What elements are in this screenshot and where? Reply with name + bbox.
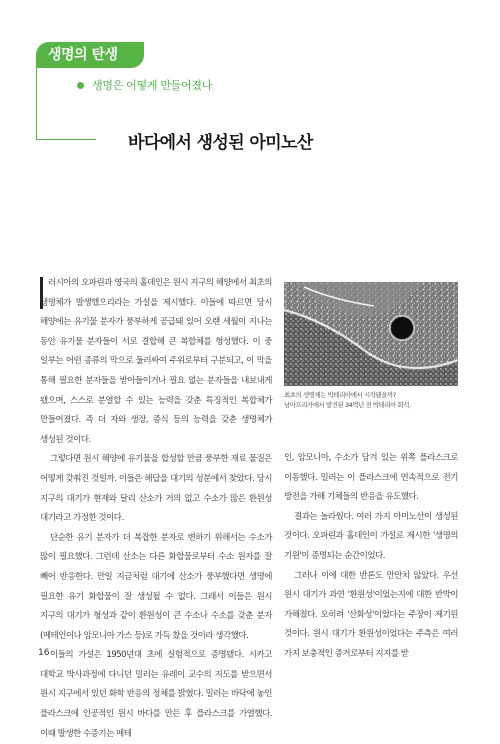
section-label: 생명의 탄생 [48, 47, 118, 63]
body-column-left [40, 274, 272, 744]
page-title: 바다에서 생성된 아미노산 [128, 133, 313, 153]
paragraph [40, 274, 272, 450]
paragraph: 단순한 유기 분자가 더 복잡한 분자로 변하기 위해서는 수소가 많이 필요했다. 그런데 산소는 다른 화합물로부터 수소 원자를 잘 빼어 반응한다. 만일 지금처럼 대기에 산소가 풍부했다면 생명에 필요한 유기 화합물이 잘 생성될 수 없다. 그래서 이들은 원시 지구의 대기가 형성과 같이 환원성이 큰 수소나 수소를 갖춘 분자(메테인이나 암모니아 가스 등)로 가득 찼을 것이라 생각했다. [40, 532, 272, 641]
fossil-image [284, 282, 458, 386]
paragraph: 인, 암모니아, 수소가 담겨 있는 위쪽 플라스크로 이동했다. 밀러는 이 플라스크에 연속적으로 전기 방전을 가해 기체들의 반응을 유도했다. [284, 453, 458, 503]
photo-caption [284, 390, 464, 410]
paragraph-text: 러시아의 오파린과 영국의 홀데인은 원시 지구의 해양에서 최초의 생명체가 발생했으리라는 가설을 제시했다. 이들에 따르면 당시 해양에는 유기물 분자가 풍부하게 공급돼 있어 오랜 세월이 지나는 동안 유기물 분자들이 서로 결합해 큰 복합체를 형성했다. 이 중 일부는 어떤 종류의 막으로 둘러싸여 주위로부터 구분되고, 이 막을 통해 필요한 분자들을 받아들이거나 필요 없는 분자들을 내보내게 됐으며, 스스로 분열할 수 있는 능력을 갖춘 특징적인 복합체가 만들어졌다. 즉 더 자와 생장, 증식 등의 능력을 갖춘 생명체가 생성된 것이다. [40, 278, 272, 445]
green-dot-icon [77, 82, 84, 89]
body-column-right [284, 449, 458, 665]
page-number: 16 [38, 648, 50, 658]
bacteria-fossil-photo [284, 282, 458, 386]
chapter-subtitle: 생명은 어떻게 만들어졌나 [92, 79, 212, 92]
banner-connector-line [36, 68, 96, 140]
paragraph: 그렇다면 원시 해양에 유기물을 합성할 만큼 풍부한 재료 물질은 어떻게 갖춰진 것일까. 이들은 해답을 대기의 성분에서 찾았다. 당시 지구의 대기가 현재와 달리 산소가 거의 없고 수소가 많은 환원성 대기라고 가정한 것이다. [40, 454, 272, 524]
paragraph: 결과는 놀라웠다. 여러 가지 아미노산이 생성된 것이다. 오파린과 홀데인이 가설로 제시한 '생명의 기원'이 증명되는 순간이었다. [284, 511, 458, 561]
paragraph: 그러나 이에 대한 반론도 만만치 않았다. 우선 원시 대기가 과연 '환원성'이었는지에 대한 반박이 가해졌다. 오히려 '산화성'이었다는 주장이 제기된 것이다. 원시 대기가 환원성이었다는 주측은 여러 가지 보충적인 증거로부터 지지를 받 [284, 570, 458, 659]
caption-line: 최초의 생명체는 박테리아에서 시작됐을까? [284, 391, 396, 399]
section-banner [36, 42, 144, 68]
caption-line: 남아프리카에서 발견된 34억년 전 박테리아 화석. [284, 401, 411, 409]
paragraph: 이들의 가설은 1950년대 초에 실험적으로 증명됐다. 시카고 대학교 박사과정에 다니던 밀러는 유레이 교수의 지도를 받으면서 원시 지구에서 있던 화학 반응의 정체를 밝혔다. 밀러는 바닥에 놓인 플라스크에 인공적인 원시 바다를 만든 후 플라스크를 가열했다. 이때 발생한 수증기는 메테 [40, 650, 272, 739]
